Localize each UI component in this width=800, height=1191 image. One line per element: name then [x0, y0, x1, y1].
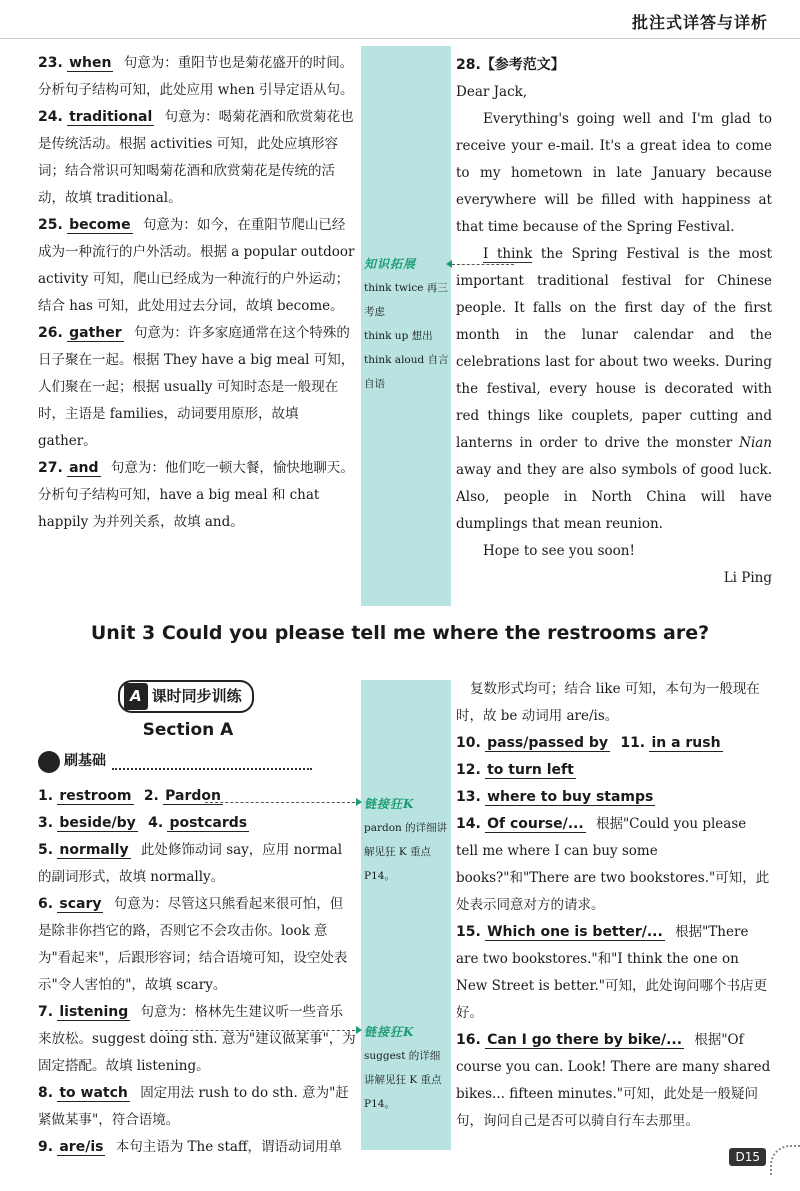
- answer-key: listening: [59, 1003, 129, 1020]
- arrow-right-icon: [356, 798, 362, 806]
- page-number: D15: [729, 1148, 766, 1166]
- answer-row-1-2: 1. restroom 2. Pardon: [38, 787, 222, 804]
- answer-key: postcards: [169, 814, 248, 831]
- answer-key: beside/by: [59, 814, 136, 831]
- answer-item-24: 24. traditional 句意为：喝菊花酒和欣赏菊花也是传统活动。根据 activities 可知，此处应填形容词；结合常识可知喝菊花酒和欣赏菊花是传统的活动，故填 traditional。: [38, 109, 354, 206]
- answer-key: Of course/...: [487, 816, 584, 832]
- dotted-divider: [112, 768, 312, 770]
- side-note-line: think twice 再三考虑: [364, 282, 448, 318]
- answer-item-5: 5. normally 此处修饰动词 say，应用 normal 的副词形式，故填 normally。: [38, 841, 343, 885]
- answer-item-8: 8. to watch 固定用法 rush to do sth. 意为"赶紧做某事"，符合语境。: [38, 1084, 349, 1128]
- link-dashed-line: [205, 802, 355, 803]
- answer-explanation: 根据"There are two bookstores."和"I think the one on New Street is better."可知，此处询问哪个书店更好。: [456, 924, 767, 1021]
- answer-item-27: 27. and 句意为：他们吃一顿大餐，愉快地聊天。分析句子结构可知，have a big meal 和 chat happily 为并列关系，故填 and。: [38, 460, 354, 530]
- answer-key: where to buy stamps: [487, 789, 654, 805]
- answer-key: Which one is better/...: [487, 924, 663, 940]
- answer-explanation: 本句主语为 The staff，谓语动词用单: [115, 1138, 343, 1155]
- answers-top-left: [38, 50, 356, 536]
- answer-row-10-11: 10. pass/passed by 11. in a rush: [456, 735, 721, 751]
- answer-item-7: 7. listening 句意为：格林先生建议听一些音乐来放松。suggest doing sth. 意为"建议做某事"，为固定搭配。故填 listening。: [38, 1003, 356, 1074]
- answer-key: in a rush: [651, 735, 721, 751]
- answer-item-25: 25. become 句意为：如今，在重阳节爬山已经成为一种流行的户外活动。根据 a popular outdoor activity 可知，爬山已经成为一种流行的户外运动；结合 has 可知，此处用过去分词，故填 become。: [38, 217, 355, 314]
- answer-item-23: 23. when 句意为：重阳节也是菊花盛开的时间。分析句子结构可知，此处应用 when 引导定语从句。: [38, 55, 354, 98]
- answer-explanation: 句意为：他们吃一顿大餐，愉快地聊天。分析句子结构可知，have a big meal 和 chat happily 为并列关系，故填 and。: [38, 460, 354, 530]
- answer-item-26: 26. gather 句意为：许多家庭通常在这个特殊的日子聚在一起。根据 They have a big meal 可知，人们聚在一起；根据 usually 可知时态是一般现在时，主语是 families，动词要用原形，故填 gather。: [38, 325, 355, 449]
- essay-closing: Hope to see you soon!: [483, 543, 635, 559]
- side-note-tag: 知识拓展: [364, 257, 417, 271]
- essay-paragraph-1: Everything's going well and I'm glad to receive your e-mail. It's a great idea to come to my hometown in late January because everywhere will be filled with happiness at that time because of the Spring Festival.: [456, 111, 772, 235]
- essay-greeting: Dear Jack,: [456, 84, 528, 100]
- answer-key: and: [69, 460, 99, 476]
- answer-item-13: 13. where to buy stamps: [456, 789, 654, 805]
- section-title: Section A: [142, 720, 234, 740]
- answer-key: scary: [59, 895, 102, 912]
- corner-decoration: [770, 1145, 800, 1175]
- answer-key: are/is: [59, 1138, 104, 1155]
- answer-key: Can I go there by bike/...: [487, 1032, 683, 1048]
- answer-explanation: 句意为：尽管这只熊看起来很可怕，但是除非你挡它的路，否则它不会攻击你。look 意为"看起来"，后跟形容词；结合语境可知，设空处表示"令人害怕的"，故填 scary。: [38, 895, 348, 993]
- answer-key: normally: [59, 841, 129, 858]
- essay-title: 【参考范文】: [480, 57, 565, 73]
- unit-title: Unit 3 Could you please tell me where the restrooms are?: [90, 622, 710, 644]
- header-divider: [0, 38, 800, 39]
- side-note-tag: 链接狂K: [364, 1025, 415, 1039]
- answer-item-9-continued: 复数形式均可；结合 like 可知，本句为一般现在时，故 be 动词用 are/is。: [456, 681, 760, 724]
- answer-explanation: 句意为：喝菊花酒和欣赏菊花也是传统活动。根据 activities 可知，此处应填形容词；结合常识可知喝菊花酒和欣赏菊花是传统的活动，故填 traditional。: [38, 109, 354, 206]
- answer-item-12: 12. to turn left: [456, 762, 574, 778]
- answer-item-6: 6. scary 句意为：尽管这只熊看起来很可怕，但是除非你挡它的路，否则它不会攻击你。look 意为"看起来"，后跟形容词；结合语境可知，设空处表示"令人害怕的"，故填 scary。: [38, 895, 348, 993]
- answer-explanation: 此处修饰动词 say，应用 normal 的副词形式，故填 normally。: [38, 841, 343, 885]
- answer-explanation: 句意为：格林先生建议听一些音乐来放松。suggest doing sth. 意为"建议做某事"，为固定搭配。故填 listening。: [38, 1003, 356, 1074]
- link-dashed-line: [160, 1030, 355, 1031]
- essay-signature: Li Ping: [723, 570, 772, 586]
- arrow-right-icon: [356, 1026, 362, 1034]
- side-note-tag: 链接狂K: [364, 797, 415, 811]
- answer-explanation: 根据"Of course you can. Look! There are many shared bikes... fifteen minutes."可知，此处是一般疑问句，询问自己是否可以骑自行车去那里。: [456, 1032, 771, 1129]
- side-note-line: think up 想出: [364, 330, 433, 342]
- answer-key: Pardon: [165, 787, 222, 804]
- answer-explanation: 句意为：许多家庭通常在这个特殊的日子聚在一起。根据 They have a big meal 可知，人们聚在一起；根据 usually 可知时态是一般现在时，主语是 families，动词要用原形，故填 gather。: [38, 325, 355, 449]
- reference-essay: 28.【参考范文】 Dear Jack, Everything's going well and I'm glad to receive your e-mail. It's a great idea to come to my hometown in late January because everywhere will be filled with happiness at that time because of the Spring Festival. I think the Spring Festival is the most important traditional festival for Chinese people. It falls on the first day of the first month in the lunar calendar and the celebrations last for about two weeks. During the festival, every house is decorated with red things like couplets, paper cutting and lanterns in order to drive the monster Nian away and they are also symbols of good luck. Also, people in North China will have dumplings that mean reunion. Hope to see you soon! Li Ping: [456, 52, 772, 592]
- answer-key: to watch: [59, 1084, 128, 1101]
- arrow-left-icon: [446, 260, 452, 268]
- answer-item-15: 15. Which one is better/... 根据"There are two bookstores."和"I think the one on New Street is better."可知，此处询问哪个书店更好。: [456, 924, 767, 1021]
- badge-circle-icon: [38, 751, 60, 773]
- answer-explanation: 句意为：重阳节也是菊花盛开的时间。分析句子结构可知，此处应用 when 引导定语从句。: [38, 55, 354, 98]
- answer-key: when: [69, 55, 112, 71]
- answer-key: pass/passed by: [487, 735, 609, 751]
- answer-explanation: 固定用法 rush to do sth. 意为"赶紧做某事"，符合语境。: [38, 1084, 349, 1128]
- answers-bottom-left: [38, 680, 356, 1161]
- answer-key: to turn left: [487, 762, 574, 778]
- answer-key: restroom: [59, 787, 132, 804]
- answer-item-16: 16. Can I go there by bike/... 根据"Of course you can. Look! There are many shared bikes... fifteen minutes."可知，此处是一般疑问句，询问自己是否可以骑自行车去那里。: [456, 1032, 771, 1129]
- answers-bottom-right: [456, 676, 772, 1135]
- answer-row-3-4: 3. beside/by 4. postcards: [38, 814, 248, 831]
- answer-item-14: 14. Of course/... 根据"Could you please tell me where I can buy some books?"和"There are two bookstores."可知，此处表示同意对方的请求。: [456, 816, 770, 913]
- page-header-title: 批注式详答与详析: [631, 13, 768, 32]
- side-note-line: think aloud 自言自语: [364, 354, 449, 390]
- section-badge: A 课时同步训练: [118, 680, 254, 713]
- side-note-link-pardon: [364, 792, 450, 888]
- side-note-knowledge-extension: [364, 252, 450, 396]
- answer-key: traditional: [69, 109, 153, 125]
- essay-paragraph-2: I think the Spring Festival is the most important traditional festival for Chinese people. It falls on the first day of the first month in the lunar calendar and the celebrations last for about two weeks. During the festival, every house is decorated with red things like couplets, paper cutting and lanterns in order to drive the monster Nian away and they are also symbols of good luck. Also, people in North China will have dumplings that mean reunion.: [456, 246, 772, 532]
- answer-key: gather: [69, 325, 122, 341]
- answer-explanation: 根据"Could you please tell me where I can buy some books?"和"There are two bookstores."可知，此处表示同意对方的请求。: [456, 816, 770, 913]
- answer-explanation: 句意为：如今，在重阳节爬山已经成为一种流行的户外活动。根据 a popular outdoor activity 可知，爬山已经成为一种流行的户外运动；结合 has 可知，此处用过去分词，故填 become。: [38, 217, 355, 314]
- basic-practice-badge: 刷基础: [38, 748, 106, 775]
- answer-item-9: 9. are/is 本句主语为 The staff，谓语动词用单: [38, 1138, 343, 1155]
- side-note-line: pardon 的详细讲解见狂 K 重点 P14。: [364, 822, 448, 882]
- answer-key: become: [69, 217, 131, 233]
- side-note-link-suggest: [364, 1020, 450, 1116]
- side-note-line: suggest 的详细讲解见狂 K 重点 P14。: [364, 1050, 442, 1110]
